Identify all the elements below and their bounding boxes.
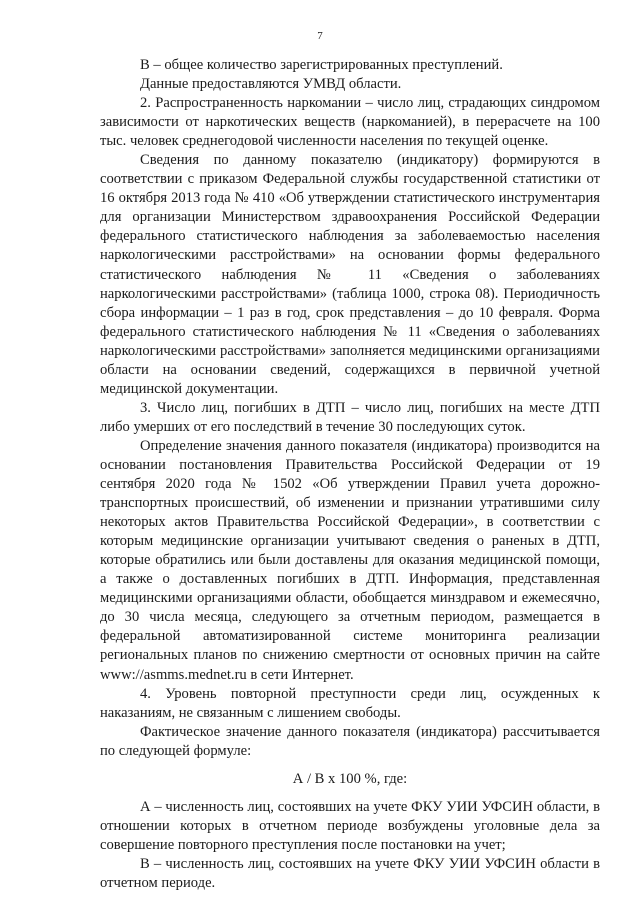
- paragraph-indicator-4: 4. Уровень повторной преступности среди лиц, осужденных к наказаниям, не связанным с лишением свободы.: [100, 685, 600, 721]
- paragraph-indicator-2-details: Сведения по данному показателю (индикатору) формируются в соответствии с приказом Федеральной службы государственной статистики от 16 октября 2013 года № 410 «Об утверждении статистического инструментария для организации Министерством здравоохранения Российской Федерации федерального статистического наблюдения за заболеваемостью населения наркологическими расстройствами» на основании формы федерального статистического наблюдения № 11 «Сведения о заболеваниях наркологическими расстройствами» (таблица 1000, строка 08). Периодичность сбора информации – 1 раз в год, срок представления – до 10 февраля. Форма федерального статистического наблюдения № 11 «Сведения о заболеваниях наркологическими расстройствами» заполняется медицинскими организациями области на основании сведений, содержащихся в первичной учетной медицинской документации.: [100, 152, 600, 397]
- paragraph-data-source: Данные предоставляются УМВД области.: [140, 76, 402, 93]
- paragraph-formula-intro: Фактическое значение данного показателя (индикатора) рассчитывается по следующей формуле:: [100, 723, 600, 759]
- document-body: [100, 56, 600, 893]
- paragraph-indicator-3: 3. Число лиц, погибших в ДТП – число лиц, погибших на месте ДТП либо умерших от его последствий в течение 30 последующих суток.: [100, 399, 600, 435]
- definition-a: А – численность лиц, состоявших на учете ФКУ УИИ УФСИН области, в отношении которых в отчетном периоде возбуждены уголовные дела за совершение повторного преступления после постановки на учет;: [100, 798, 600, 853]
- formula: А / В х 100 %, где:: [292, 770, 408, 787]
- page-number: 7: [317, 30, 323, 42]
- definition-b: В – численность лиц, состоявших на учете ФКУ УИИ УФСИН области в отчетном периоде.: [100, 855, 600, 891]
- paragraph-b-definition: В – общее количество зарегистрированных преступлений.: [140, 57, 503, 73]
- paragraph-indicator-3-details: Определение значения данного показателя (индикатора) производится на основании постановления Правительства Российской Федерации от 19 сентября 2020 года № 1502 «Об утверждении Правил учета дорожно-транспортных происшествий, об изменении и признании утратившими силу некоторых актов Правительства Российской Федерации», в соответствии с которым медицинские организации учитывают сведения о раненых в ДТП, которые обратились или были доставлены для оказания медицинской помощи, а также о доставленных погибших в ДТП. Информация, представленная медицинскими организациями области, обобщается минздравом и ежемесячно, до 30 числа месяца, следующего за отчетным периодом, размещается в федеральной автоматизированной системе мониторинга реализации региональных планов по снижению смертности от основных причин на сайте www://asmms.mednet.ru в сети Интернет.: [100, 437, 600, 683]
- paragraph-indicator-2: 2. Распространенность наркомании – число лиц, страдающих синдромом зависимости от наркотических веществ (наркоманией), в перерасчете на 100 тыс. человек среднегодовой численности населения по текущей оценке.: [100, 95, 600, 150]
